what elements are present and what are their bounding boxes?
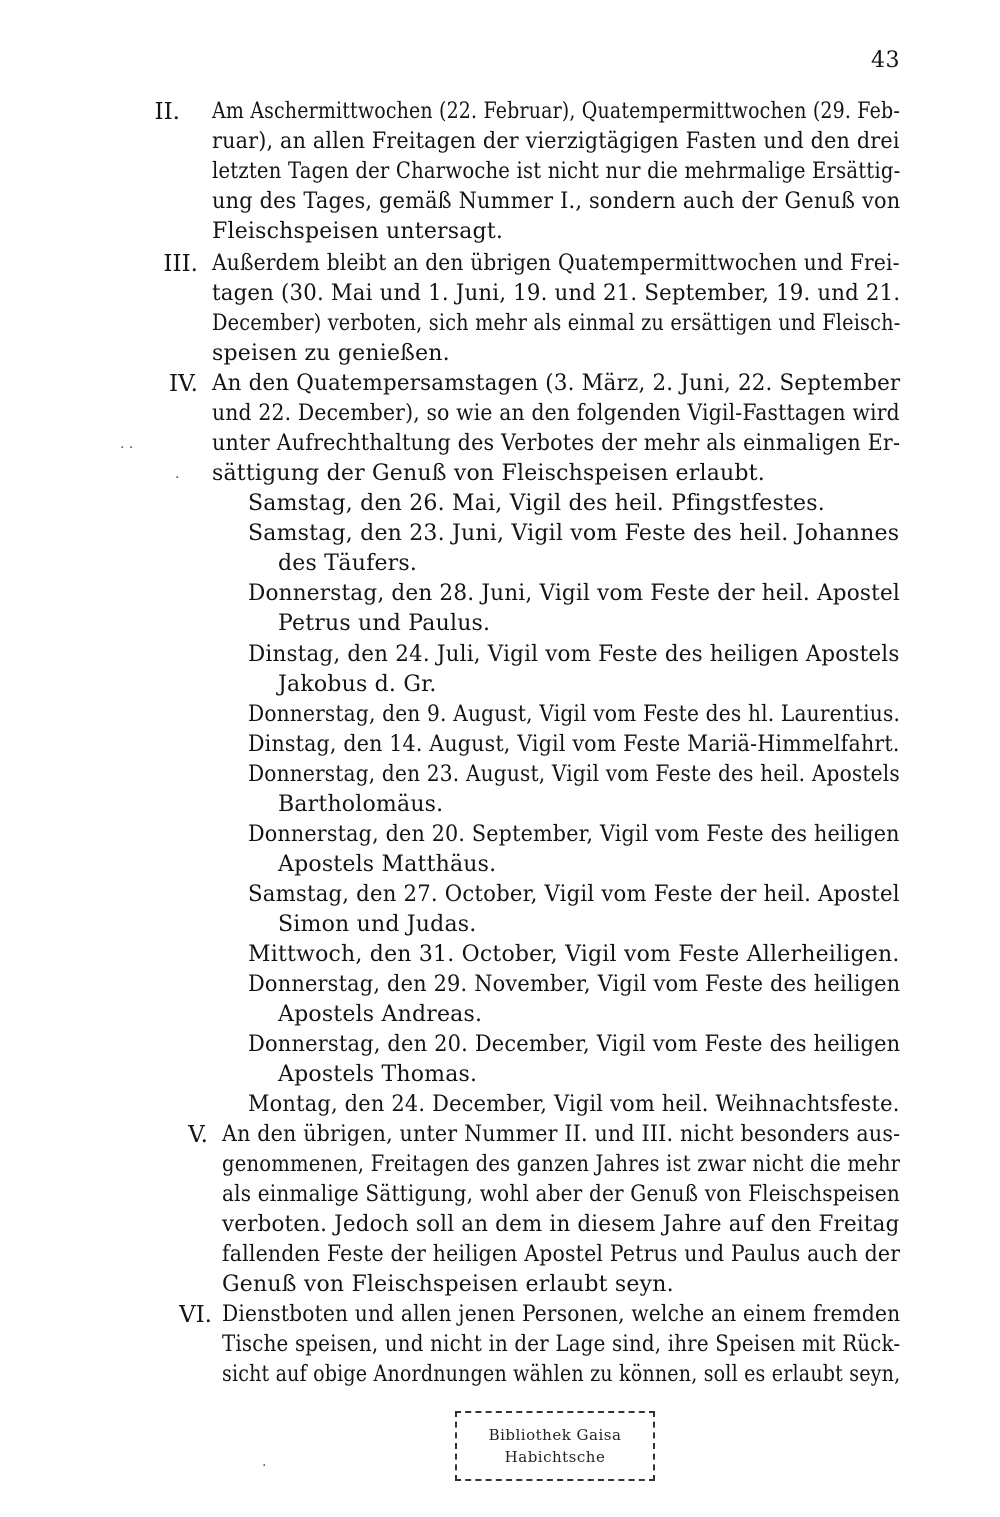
section-ii-line: ung des Tages, gemäß Nummer I., sondern auch der Genuß von (212, 189, 901, 214)
vigil-line: Samstag, den 26. Mai, Vigil des heil. Pfingstfestes. (248, 491, 825, 516)
section-ii-line: ruar), an allen Freitagen der vierzigtägigen Fasten und den drei (212, 129, 900, 154)
vigil-line: Apostels Thomas. (278, 1062, 478, 1087)
vigil-line: Dinstag, den 14. August, Vigil vom Feste Mariä-Himmelfahrt. (248, 732, 900, 757)
vigil-line: Donnerstag, den 28. Juni, Vigil vom Feste der heil. Apostel (248, 581, 901, 606)
vigil-line: Simon und Judas. (278, 912, 477, 937)
section-label-v: V. (188, 1122, 208, 1148)
section-iii-line: tagen (30. Mai und 1. Juni, 19. und 21. September, 19. und 21. (212, 281, 901, 306)
vigil-line: Donnerstag, den 20. December, Vigil vom Feste des heiligen (248, 1032, 901, 1057)
section-vi-line: sicht auf obige Anordnungen wählen zu können, soll es erlaubt seyn, (222, 1362, 901, 1387)
vigil-line: des Täufers. (278, 551, 418, 576)
section-vi-line: Dienstboten und allen jenen Personen, welche an einem fremden (222, 1302, 901, 1327)
section-label-iv: IV. (169, 371, 198, 397)
section-label-ii: II. (154, 99, 180, 125)
section-ii-line: letzten Tagen der Charwoche ist nicht nur die mehrmalige Ersättig- (212, 159, 901, 184)
section-iv-line: unter Aufrechthaltung des Verbotes der mehr als einmaligen Er- (212, 431, 901, 456)
vigil-line: Samstag, den 27. October, Vigil vom Feste der heil. Apostel (248, 882, 900, 907)
section-vi-line: Tische speisen, und nicht in der Lage sind, ihre Speisen mit Rück- (222, 1332, 901, 1357)
vigil-line: Donnerstag, den 9. August, Vigil vom Feste des hl. Laurentius. (248, 702, 901, 727)
section-iv-line: An den Quatempersamstagen (3. März, 2. Juni, 22. September (212, 371, 901, 396)
section-v-line: Genuß von Fleischspeisen erlaubt seyn. (222, 1272, 674, 1297)
vigil-line: Donnerstag, den 23. August, Vigil vom Feste des heil. Apostels (248, 762, 900, 787)
section-iii-line: Außerdem bleibt an den übrigen Quatempermittwochen und Frei- (212, 251, 900, 276)
page-number: 43 (871, 48, 900, 73)
section-iii-line: December) verboten, sich mehr als einmal zu ersättigen und Fleisch- (212, 311, 901, 336)
section-v-line: als einmalige Sättigung, wohl aber der Genuß von Fleischspeisen (222, 1182, 900, 1207)
section-v-line: genommenen, Freitagen des ganzen Jahres ist zwar nicht die mehr (222, 1152, 901, 1177)
vigil-line: Mittwoch, den 31. October, Vigil vom Feste Allerheiligen. (248, 942, 900, 967)
section-ii-line: Fleischspeisen untersagt. (212, 219, 504, 244)
section-v-line: fallenden Feste der heiligen Apostel Petrus und Paulus auch der (222, 1242, 901, 1267)
section-ii-line: Am Aschermittwochen (22. Februar), Quatempermittwochen (29. Feb- (212, 99, 900, 124)
section-iii-line: speisen zu genießen. (212, 341, 450, 366)
vigil-line: Samstag, den 23. Juni, Vigil vom Feste des heil. Johannes (248, 521, 900, 546)
section-iv-line: sättigung der Genuß von Fleischspeisen erlaubt. (212, 461, 765, 486)
vigil-line: Bartholomäus. (278, 792, 444, 817)
library-stamp (455, 1411, 655, 1481)
vigil-line: Apostels Andreas. (278, 1002, 483, 1027)
vigil-line: Donnerstag, den 20. September, Vigil vom Feste des heiligen (248, 822, 900, 847)
section-v-line: verboten. Jedoch soll an dem in diesem Jahre auf den Freitag (222, 1212, 900, 1237)
vigil-line: Donnerstag, den 29. November, Vigil vom Feste des heiligen (248, 972, 901, 997)
scan-speck: · (262, 1458, 267, 1474)
stamp-line-1: Bibliothek Gaisa (488, 1426, 622, 1444)
stamp-line-2: Habichtsche (504, 1448, 606, 1466)
vigil-line: Jakobus d. Gr. (278, 672, 437, 697)
section-v-line: An den übrigen, unter Nummer II. und III. nicht besonders aus- (222, 1122, 901, 1147)
section-label-vi: VI. (178, 1302, 212, 1328)
vigil-line: Montag, den 24. December, Vigil vom heil. Weihnachtsfeste. (248, 1092, 900, 1117)
section-iv-line: und 22. December), so wie an den folgenden Vigil-Fasttagen wird (212, 401, 900, 426)
scan-speck: · · (120, 440, 134, 456)
section-label-iii: III. (163, 251, 198, 277)
vigil-line: Apostels Matthäus. (278, 852, 497, 877)
scan-speck: · (175, 470, 180, 486)
vigil-line: Dinstag, den 24. Juli, Vigil vom Feste des heiligen Apostels (248, 642, 900, 667)
vigil-line: Petrus und Paulus. (278, 611, 491, 636)
